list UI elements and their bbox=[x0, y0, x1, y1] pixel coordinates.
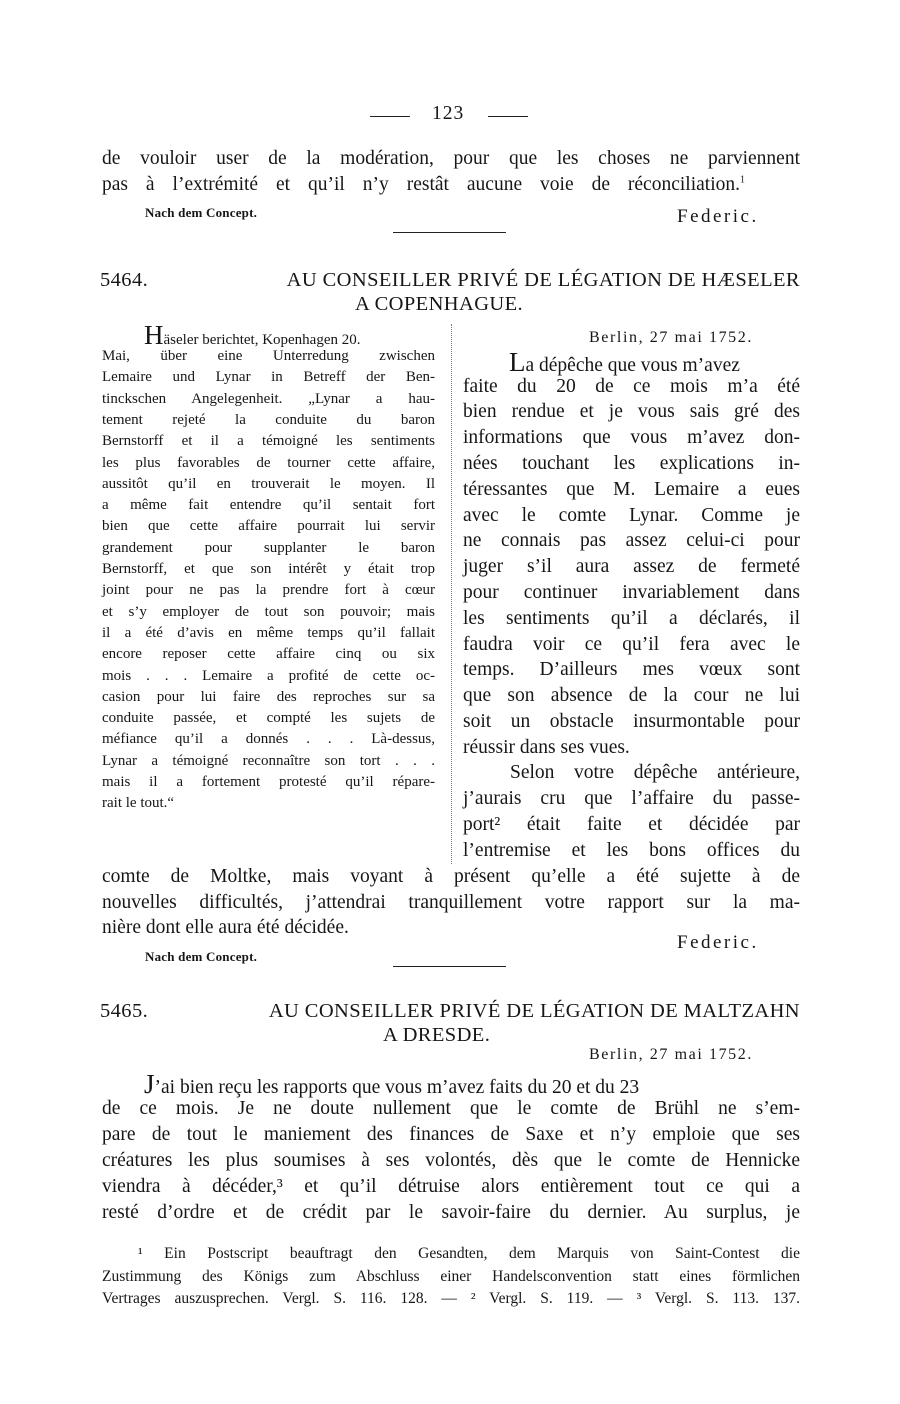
summary-line-7: les plus favorables de tourner cette affaire, bbox=[102, 454, 435, 471]
summary-line-9: a même fait entendre qu’il sentait fort bbox=[102, 497, 435, 514]
doc-5464-number: 5464. bbox=[100, 269, 149, 291]
summary-line-21: Lynar a témoigné reconnaître son tort . . . bbox=[102, 752, 435, 769]
letter-full-line-1: comte de Moltke, mais voyant à présent qu’elle a été sujette à de bbox=[102, 866, 800, 887]
summary-drop-cap: H bbox=[144, 320, 164, 350]
summary-line-5: tement rejeté la conduite du baron bbox=[102, 411, 435, 428]
doc-5465-title-line2: A DRESDE. bbox=[383, 1024, 491, 1046]
letter-line-8: juger s’il aura assez de fermeté bbox=[463, 556, 800, 578]
summary-line-22: mais il a fortement protesté qu’il répare- bbox=[102, 774, 435, 790]
letter-line-3: informations que vous m’avez don- bbox=[463, 427, 800, 449]
doc-5465-dateline: Berlin, 27 mai 1752. bbox=[589, 1046, 753, 1063]
doc-5465-line-3: créatures les plus soumises à ses volontés, dès que le comte de Hennicke bbox=[102, 1150, 800, 1171]
doc-5464-title: AU CONSEILLER PRIVÉ DE LÉGATION DE HÆSELER bbox=[286, 269, 800, 291]
letter-full-line-2: nouvelles difficultés, j’attendrai tranquillement votre rapport sur la ma- bbox=[102, 891, 800, 913]
footnote-line-3: Vertrages auszusprechen. Vergl. S. 116. 128. — ² Vergl. S. 119. — ³ Vergl. S. 113. 137. bbox=[102, 1290, 800, 1307]
letter-line-1: faite du 20 de ce mois m’a été bbox=[463, 375, 800, 397]
doc-5465-line-4: viendra à décéder,³ et qu’il détruise alors entièrement tout ce qui a bbox=[102, 1176, 800, 1197]
doc-5464-title-line2: A COPENHAGUE. bbox=[355, 293, 524, 315]
summary-line-11: grandement pour supplanter le baron bbox=[102, 539, 435, 556]
letter-full-line-3: nière dont elle aura été décidée. bbox=[102, 917, 349, 938]
doc-5465-line-1: ’ai bien reçu les rapports que vous m’avez faits du 20 et du 23 bbox=[154, 1077, 640, 1098]
summary-line-4: tinckschen Angelegenheit. „Lynar a hau- bbox=[102, 390, 435, 407]
letter-line-5: téressantes que M. Lemaire a eues bbox=[463, 478, 800, 500]
letter-drop-cap: L bbox=[509, 347, 526, 377]
doc-5465-line-2: pare de tout le maniement des finances de Saxe et n’y emploie que ses bbox=[102, 1124, 800, 1145]
footnote-line-2: Zustimmung des Königs zum Abschluss einer Handelsconvention statt eines förmlichen bbox=[102, 1267, 800, 1285]
summary-line-6: Bernstorff et il a témoigné les sentiments bbox=[102, 433, 435, 450]
summary-line-3: Lemaire und Lynar in Betreff der Ben- bbox=[102, 369, 435, 386]
letter-line-11: faudra voir ce qu’il fera avec le bbox=[463, 633, 800, 655]
summary-line-17: mois . . . Lemaire a profité de cette oc- bbox=[102, 667, 435, 684]
doc-5464-title-line1 bbox=[100, 269, 800, 292]
summary-line-15: il a été d’avis en même temps qu’il fallait bbox=[102, 624, 435, 641]
doc-5465-first-line bbox=[102, 1071, 800, 1099]
letter-para2-line-4: l’entremise et les bons offices du bbox=[463, 840, 800, 861]
summary-line-2: Mai, über eine Unterredung zwischen bbox=[102, 348, 435, 364]
summary-line-8: aussitôt qu’il en trouverait le moyen. Il bbox=[102, 475, 435, 492]
summary-line-14: et s’y employer de tout son pouvoir; mais bbox=[102, 603, 435, 620]
letter-line-1: a dépêche que vous m’avez bbox=[525, 355, 740, 376]
summary-line-13: joint pour ne pas la prendre fort à cœur bbox=[102, 582, 435, 599]
doc-5464-dateline: Berlin, 27 mai 1752. bbox=[589, 329, 753, 346]
letter-line-13: que son absence de la cour ne lui bbox=[463, 685, 800, 707]
summary-line-20: méfiance qu’il a donnés . . . Là-dessus, bbox=[102, 731, 435, 748]
summary-line-10: bien que cette affaire pourrait lui servir bbox=[102, 518, 435, 535]
signature-top: Federic. bbox=[677, 206, 759, 227]
source-note-top: Nach dem Concept. bbox=[145, 205, 258, 220]
doc-5465-title-line1 bbox=[100, 1000, 800, 1023]
letter-para2-line-1: Selon votre dépêche antérieure, bbox=[510, 762, 800, 783]
letter-line-10: les sentiments qu’il a déclarés, il bbox=[463, 607, 800, 629]
header-rule-right bbox=[488, 116, 528, 117]
doc-5465-title: AU CONSEILLER PRIVÉ DE LÉGATION DE MALTZAHN bbox=[268, 1000, 800, 1022]
signature-5464: Federic. bbox=[677, 932, 759, 953]
doc-5465-drop-cap: J bbox=[144, 1069, 155, 1099]
doc-5465-line-1: de ce mois. Je ne doute nullement que le comte de Brühl ne s’em- bbox=[102, 1098, 800, 1119]
top-line-2-text: pas à l’extrémité et qu’il n’y restât aucune voie de réconciliation. bbox=[102, 174, 740, 195]
column-divider bbox=[451, 324, 452, 864]
summary-line-16: encore reposer cette affaire cinq ou six bbox=[102, 646, 435, 663]
doc-5465-number: 5465. bbox=[100, 1000, 149, 1022]
letter-line-12: temps. D’ailleurs mes vœux sont bbox=[463, 659, 800, 681]
section-rule-1 bbox=[393, 232, 506, 233]
letter-line-7: ne connais pas assez celui-ci pour bbox=[463, 530, 800, 552]
letter-line-9: pour continuer invariablement dans bbox=[463, 581, 800, 603]
summary-line-1: äseler berichtet, Kopenhagen 20. bbox=[163, 332, 361, 348]
section-rule-2 bbox=[393, 966, 506, 967]
top-line-1: de vouloir user de la modération, pour que les choses ne parviennent bbox=[102, 148, 800, 169]
doc-5465-line-5: resté d’ordre et de crédit par le savoir-faire du dernier. Au surplus, je bbox=[102, 1202, 800, 1223]
letter-para2-line-3: port² était faite et décidée par bbox=[463, 814, 800, 835]
letter-line-4: nées touchant les explications in- bbox=[463, 452, 800, 474]
letter-para2-line-2: j’aurais cru que l’affaire du passe- bbox=[463, 788, 800, 809]
letter-line-14: soit un obstacle insurmontable pour bbox=[463, 710, 800, 732]
summary-line-19: conduite passée, et compté les sujets de bbox=[102, 710, 435, 727]
summary-line-23: rait le tout.“ bbox=[102, 795, 175, 812]
footnote-line-1: ¹ Ein Postscript beauftragt den Gesandten, dem Marquis von Saint-Contest die bbox=[138, 1245, 800, 1262]
letter-line-15: réussir dans ses vues. bbox=[463, 736, 630, 758]
page-number: 123 bbox=[432, 103, 465, 124]
letter-first-line bbox=[463, 349, 800, 377]
letter-line-2: bien rendue et je vous sais gré des bbox=[463, 401, 800, 423]
header-rule-left bbox=[370, 116, 410, 117]
letter-line-6: avec le comte Lynar. Comme je bbox=[463, 504, 800, 526]
top-line-2 bbox=[102, 174, 800, 196]
summary-first-line bbox=[102, 322, 435, 349]
source-note-5464: Nach dem Concept. bbox=[145, 949, 258, 964]
footnote-ref-1: 1 bbox=[740, 174, 745, 186]
summary-line-18: casion pour lui faire des reproches sur sa bbox=[102, 688, 435, 705]
summary-line-12: Bernstorff, et que son intérêt y était trop bbox=[102, 561, 435, 577]
